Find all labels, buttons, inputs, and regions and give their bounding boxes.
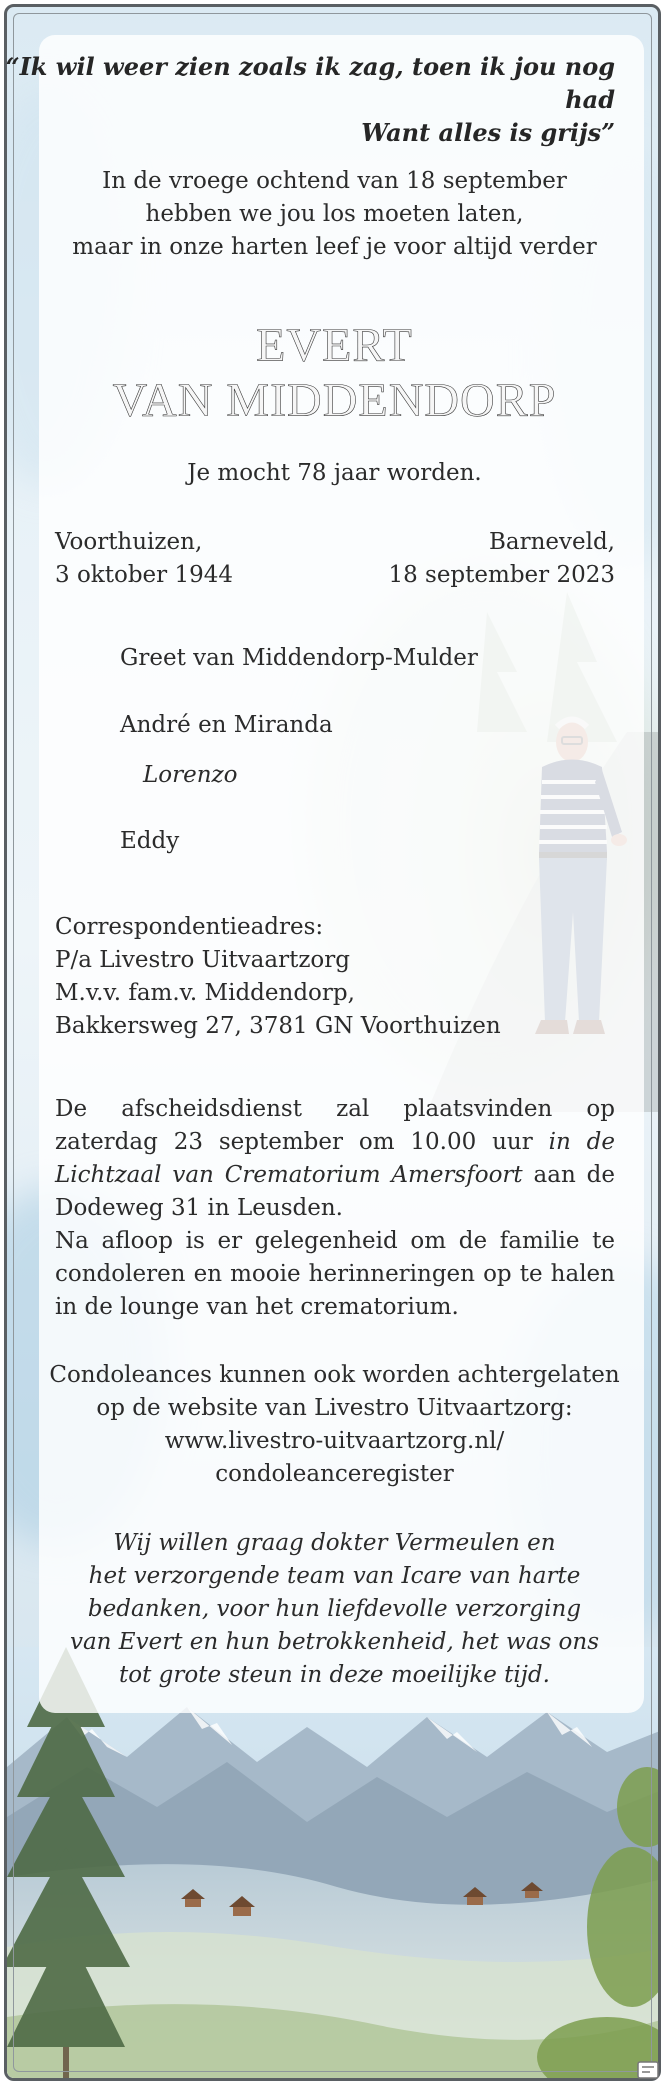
address-label: Correspondentieadres: bbox=[55, 914, 324, 940]
birth-info bbox=[55, 526, 233, 592]
intro-line-3: maar in onze harten leef je voor altijd verder bbox=[72, 234, 597, 260]
birth-date: 3 oktober 1944 bbox=[55, 562, 233, 588]
relative-spouse: Greet van Middendorp-Mulder bbox=[120, 645, 478, 671]
condolences-info bbox=[0, 1359, 669, 1491]
correspondence-address bbox=[55, 911, 501, 1043]
intro-line-1: In de vroege ochtend van 18 september bbox=[102, 168, 567, 194]
condolence-line-2: op de website van Livestro Uitvaartzorg: bbox=[96, 1395, 573, 1421]
page-corner-icon bbox=[637, 2061, 659, 2079]
age-text: Je mocht 78 jaar worden. bbox=[187, 460, 482, 486]
address-line-1: P/a Livestro Uitvaartzorg bbox=[55, 947, 351, 973]
service-info bbox=[55, 1093, 615, 1324]
birth-place: Voorthuizen, bbox=[55, 529, 203, 555]
service-text-1: De afscheidsdienst zal plaatsvinden op zaterdag 23 september om 10.00 uur bbox=[55, 1096, 615, 1155]
condolence-line-1: Condoleances kunnen ook worden achtergelaten bbox=[49, 1362, 620, 1388]
service-paragraph bbox=[55, 1093, 615, 1225]
quote-line-2: Want alles is grijs” bbox=[361, 118, 615, 147]
after-service-text: Na afloop is er gelegenheid om de familie te condoleren en mooie herinneringen op te halen in de lounge van het crematorium. bbox=[55, 1228, 615, 1320]
death-place: Barneveld, bbox=[488, 529, 615, 555]
relative-child-1: André en Miranda bbox=[120, 712, 333, 738]
thank-you-text bbox=[0, 1527, 669, 1692]
first-name: EVERT bbox=[256, 319, 413, 372]
death-info bbox=[388, 526, 615, 592]
address-line-3: Bakkersweg 27, 3781 GN Voorthuizen bbox=[55, 1013, 501, 1039]
thanks-line-2: het verzorgende team van Icare van harte bbox=[88, 1563, 581, 1589]
intro-line-2: hebben we jou los moeten laten, bbox=[145, 201, 524, 227]
thanks-line-1: Wij willen graag dokter Vermeulen en bbox=[113, 1530, 556, 1556]
death-date: 18 september 2023 bbox=[388, 562, 615, 588]
condolence-url-2: condoleanceregister bbox=[215, 1461, 454, 1487]
quote-line-1: “Ik wil weer zien zoals ik zag, toen ik jou nog had bbox=[5, 52, 615, 114]
opening-quote bbox=[0, 50, 615, 149]
thanks-line-4: van Evert en hun betrokkenheid, het was ons bbox=[69, 1629, 600, 1655]
relative-grandchild: Lorenzo bbox=[143, 762, 238, 788]
intro-text bbox=[0, 165, 669, 264]
thanks-line-5: tot grote steun in deze moeilijke tijd. bbox=[119, 1662, 550, 1688]
last-name: VAN MIDDENDORP bbox=[112, 374, 557, 427]
relative-child-2: Eddy bbox=[120, 828, 180, 854]
service-venue: in de Lichtzaal van Crematorium Amersfoort bbox=[55, 1129, 615, 1188]
service-text-2: aan de Dodeweg 31 in Leusden. bbox=[55, 1162, 615, 1221]
thanks-line-3: bedanken, voor hun liefdevolle verzorging bbox=[87, 1596, 582, 1622]
condolence-url-1: www.livestro-uitvaartzorg.nl/ bbox=[164, 1428, 505, 1454]
deceased-name bbox=[0, 318, 669, 428]
address-line-2: M.v.v. fam.v. Middendorp, bbox=[55, 980, 355, 1006]
